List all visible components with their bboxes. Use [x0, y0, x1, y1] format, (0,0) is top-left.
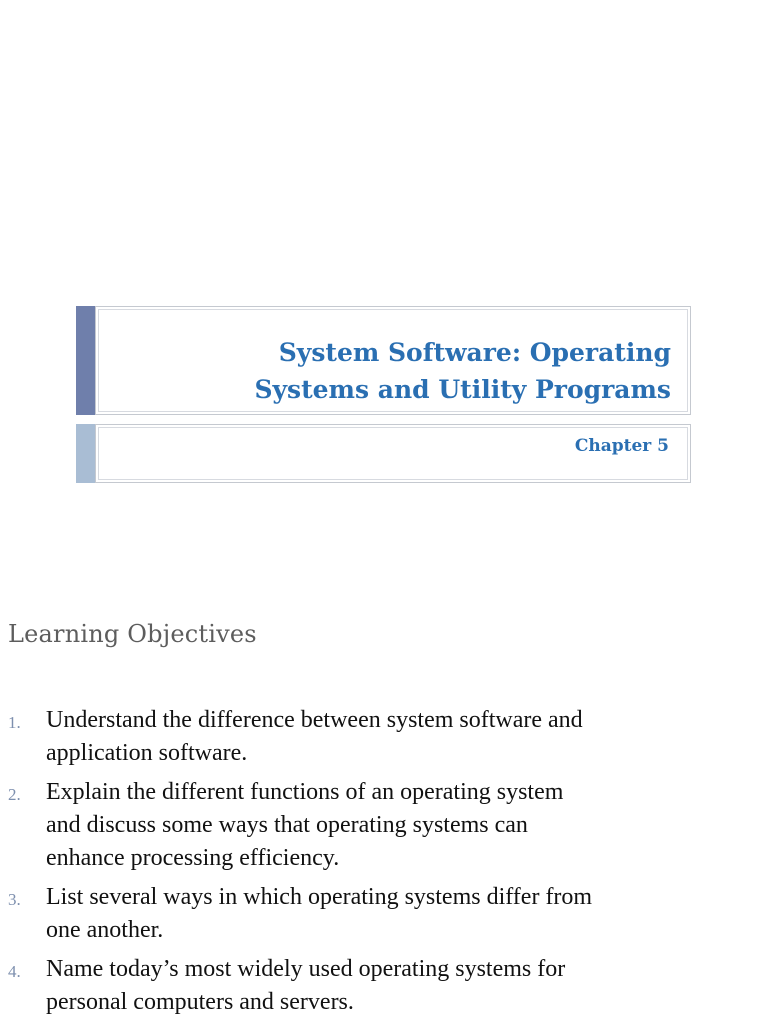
title-line-1: System Software: Operating [278, 338, 671, 367]
title-accent-bar [76, 306, 95, 415]
objective-line: application software. [46, 740, 248, 766]
objectives-heading: Learning Objectives [8, 620, 257, 648]
objective-line: and discuss some ways that operating systems can [46, 812, 528, 838]
objective-line: Understand the difference between system software and [46, 707, 583, 733]
objective-item [0, 704, 768, 770]
chapter-label: Chapter 5 [574, 436, 669, 456]
objective-number: 4. [8, 962, 21, 981]
title-line-2: Systems and Utility Programs [254, 375, 671, 404]
objective-line: personal computers and servers. [46, 989, 354, 1015]
objective-number: 3. [8, 890, 21, 909]
objective-line: one another. [46, 917, 164, 943]
objective-line: Name today’s most widely used operating systems for [46, 956, 566, 982]
objective-number: 2. [8, 785, 21, 804]
objective-number: 1. [8, 713, 21, 732]
slide-title [254, 334, 671, 408]
objective-line: enhance processing efficiency. [46, 845, 340, 871]
objectives-list [0, 704, 768, 1025]
objective-item [0, 776, 768, 875]
objective-line: List several ways in which operating systems differ from [46, 884, 593, 910]
subtitle-accent-bar [76, 424, 95, 483]
title-box [76, 306, 691, 415]
objective-line: Explain the different functions of an operating system [46, 779, 564, 805]
objective-item [0, 953, 768, 1019]
subtitle-box [76, 424, 691, 483]
objective-item [0, 881, 768, 947]
